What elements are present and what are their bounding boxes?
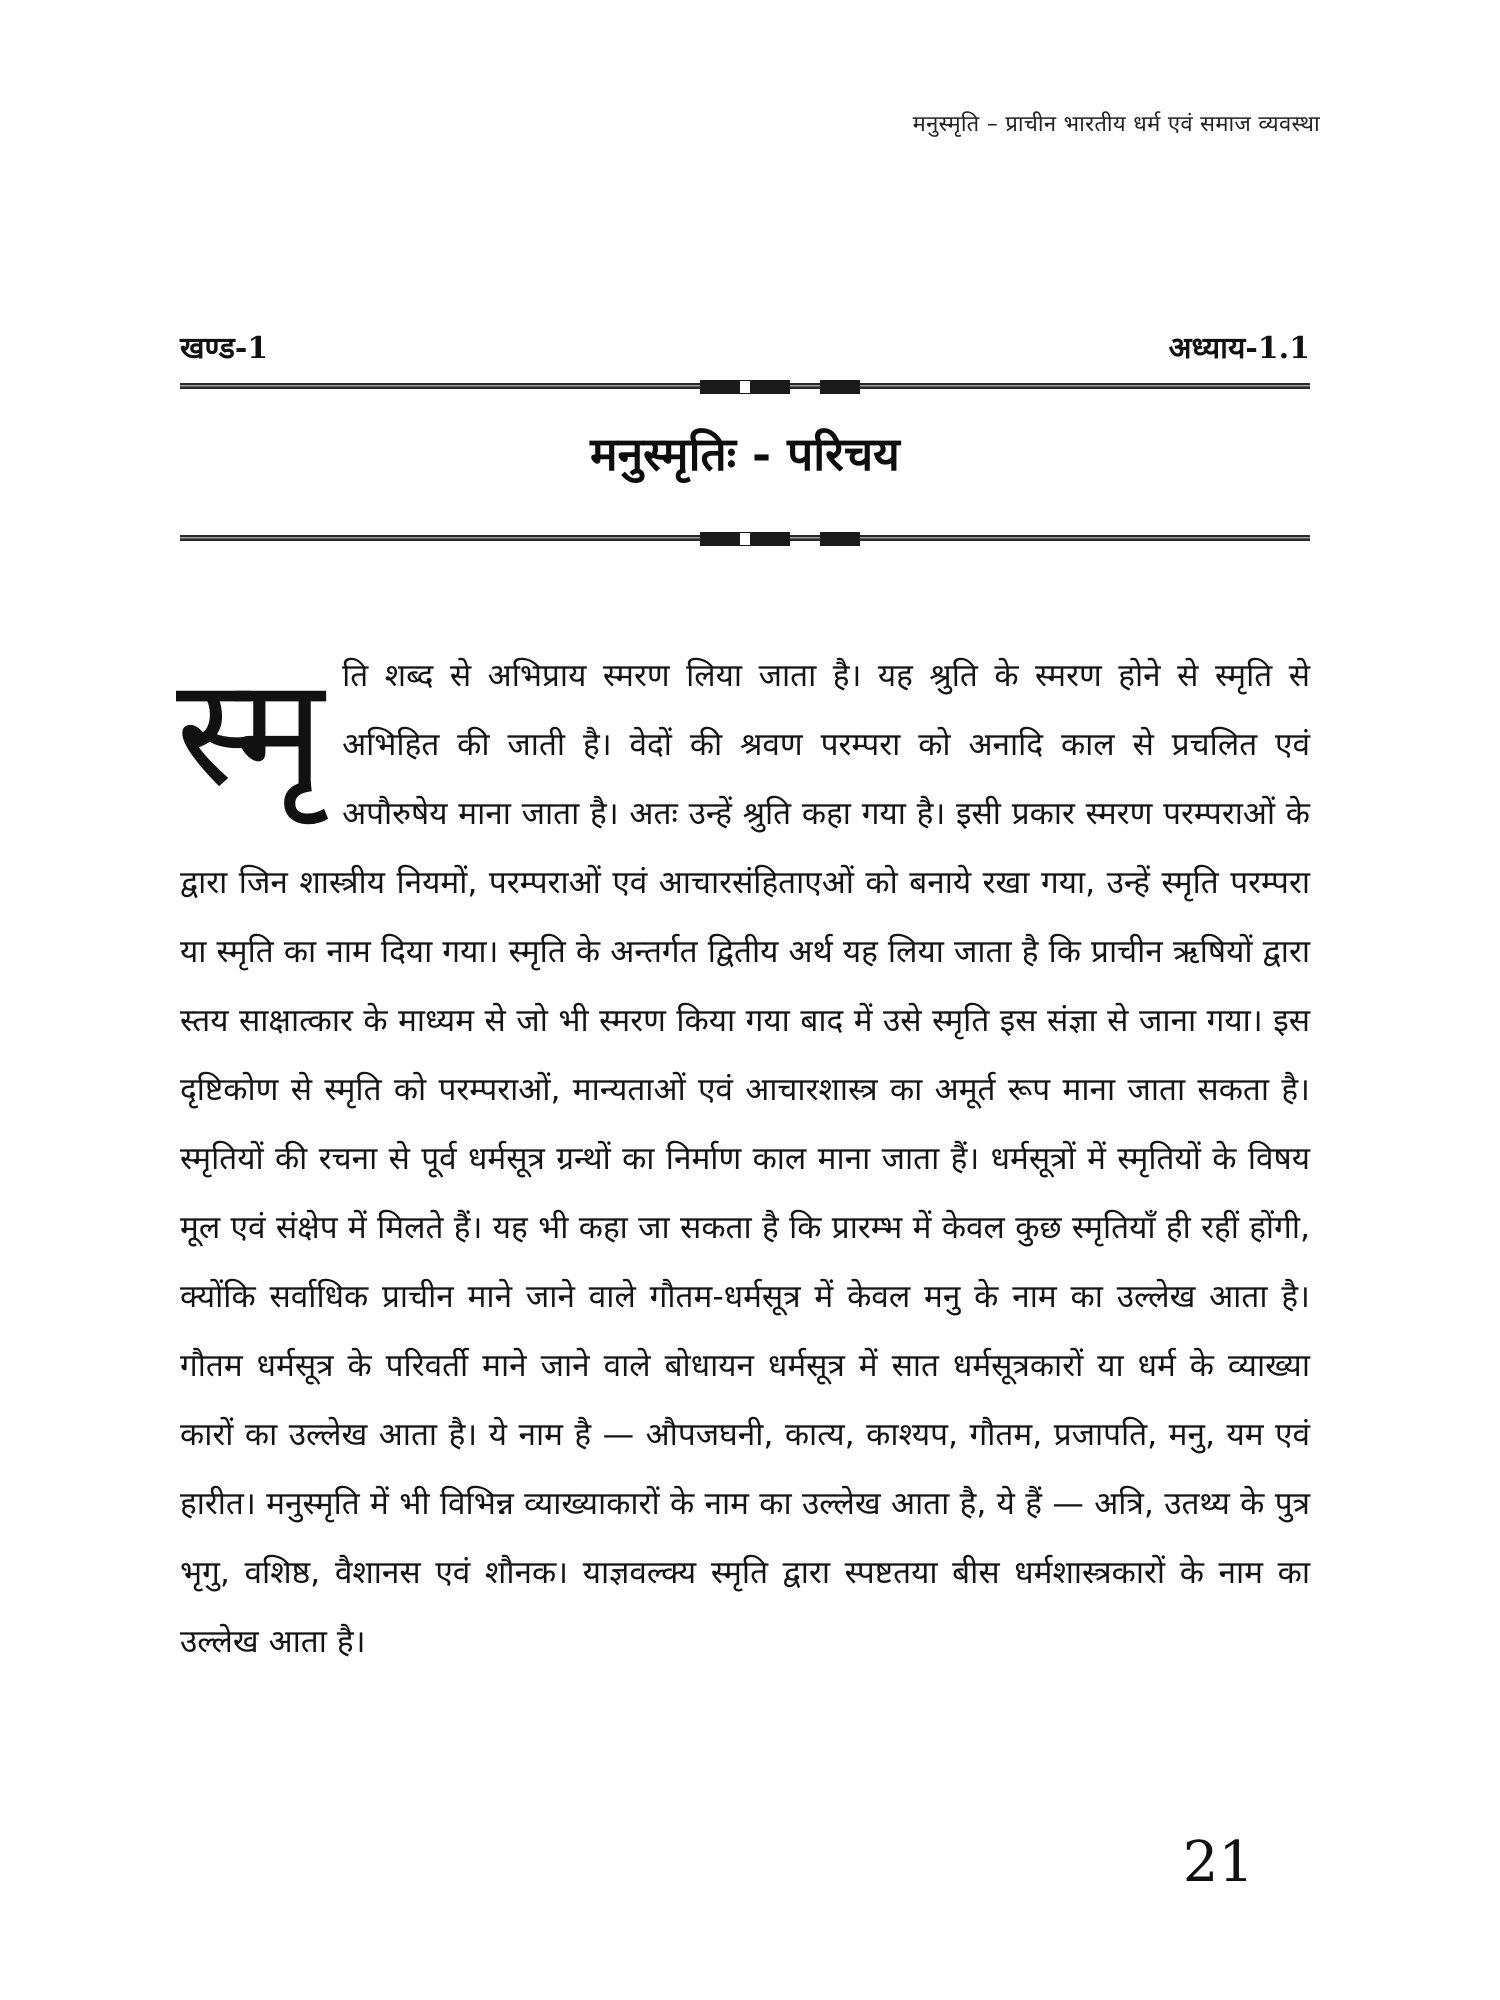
section-label: खण्ड-1: [180, 331, 269, 366]
running-header: मनुस्मृति – प्राचीन भारतीय धर्म एवं समाज व्यवस्था: [912, 112, 1320, 137]
page-number: 21: [1182, 1830, 1254, 1895]
ornamental-rule-bottom: [180, 532, 1310, 546]
body-text: [176, 642, 1310, 1677]
chapter-label: अध्याय-1.1: [1168, 331, 1310, 366]
drop-cap: स्मृ: [176, 646, 325, 820]
chapter-title: मनुस्मृतिः - परिचय: [590, 427, 900, 481]
ornamental-rule-top: [180, 380, 1310, 394]
body-paragraph: ति शब्द से अभिप्राय स्मरण लिया जाता है। यह श्रुति के स्मरण होने से स्मृति से अभिहित की जाती है। वेदों की श्रवण परम्परा को अनादि काल से प्रचलित एवं अपौरुषेय माना जाता है। अतः उन्हें श्रुति कहा गया है। इसी प्रकार स्मरण परम्पराओं के द्वारा जिन शास्त्रीय नियमों, परम्पराओं एवं आचारसंहिताएओं को बनाये रखा गया, उन्हें स्मृति परम्परा या स्मृति का नाम दिया गया। स्मृति के अन्तर्गत द्वितीय अर्थ यह लिया जाता है कि प्राचीन ऋषियों द्वारा स्तय साक्षात्कार के माध्यम से जो भी स्मरण किया गया बाद में उसे स्मृति इस संज्ञा से जाना गया। इस दृष्टिकोण से स्मृति को परम्पराओं, मान्यताओं एवं आचारशास्त्र का अमूर्त रूप माना जाता सकता है। स्मृतियों की रचना से पूर्व धर्मसूत्र ग्रन्थों का निर्माण काल माना जाता हैं। धर्मसूत्रों में स्मृतियों के विषय मूल एवं संक्षेप में मिलते हैं। यह भी कहा जा सकता है कि प्रारम्भ में केवल कुछ स्मृतियाँ ही रहीं होंगी, क्योंकि सर्वाधिक प्राचीन माने जाने वाले गौतम-धर्मसूत्र में केवल मनु के नाम का उल्लेख आता है। गौतम धर्मसूत्र के परिवर्ती माने जाने वाले बोधायन धर्मसूत्र में सात धर्मसूत्रकारों या धर्म के व्याख्या कारों का उल्लेख आता है। ये नाम है — औपजघनी, कात्य, काश्यप, गौतम, प्रजापति, मनु, यम एवं हारीत। मनुस्मृति में भी विभिन्न व्याख्याकारों के नाम का उल्लेख आता है, ये हैं — अत्रि, उतथ्य के पुत्र भृगु, वशिष्ठ, वैशानस एवं शौनक। याज्ञवल्क्य स्मृति द्वारा स्पष्टतया बीस धर्मशास्त्रकारों के नाम का उल्लेख आता है।: [180, 658, 1310, 1660]
chapter-meta-row: [180, 326, 1310, 376]
